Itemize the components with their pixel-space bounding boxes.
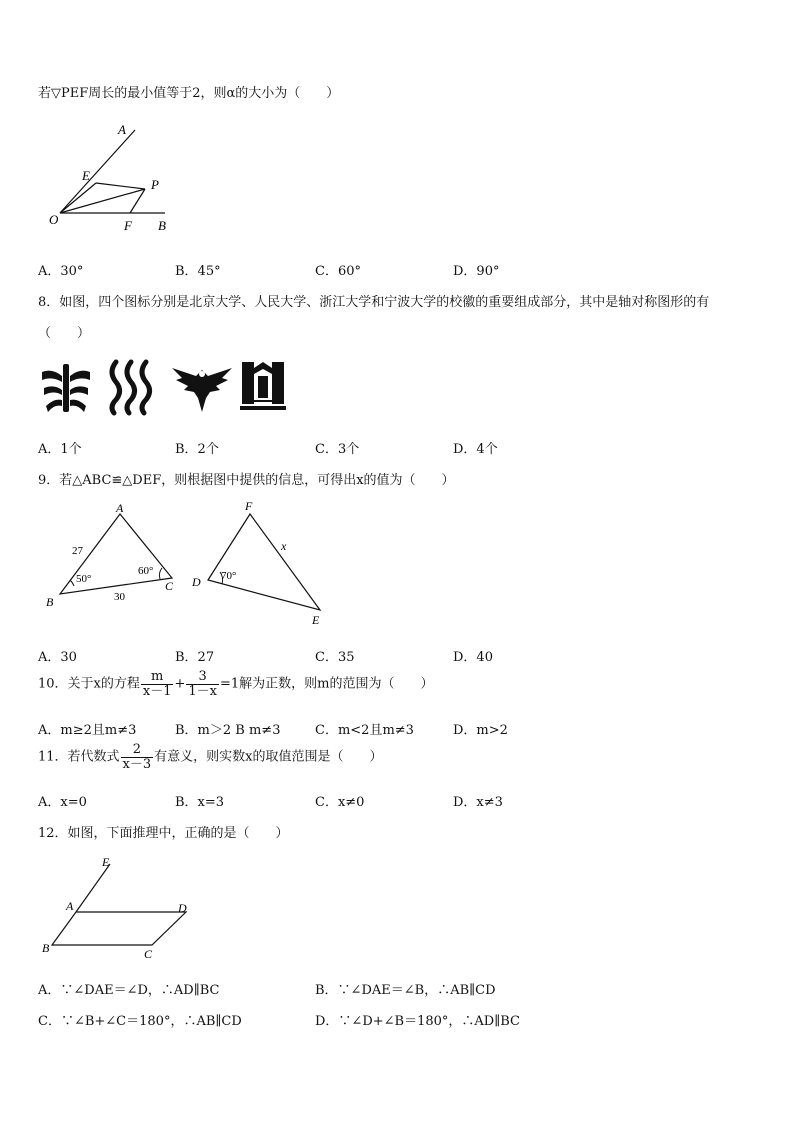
q7-label-B: B — [158, 218, 166, 233]
q9-label-ab: 27 — [72, 545, 83, 557]
q12-label-E: E — [102, 855, 110, 869]
q11-option-c: C．x≠0 — [315, 795, 365, 810]
q12-label-C: C — [144, 947, 153, 961]
q12-option-a: A．∵∠DAE＝∠D，∴AD∥BC — [38, 983, 220, 998]
q9-option-a: A．30 — [38, 650, 77, 665]
q12-option-c: C．∵∠B+∠C＝180°，∴AB∥CD — [38, 1014, 242, 1029]
q11-option-a: A．x=0 — [38, 795, 87, 810]
q7-label-A: A — [118, 122, 126, 137]
peking-university-logo-icon — [40, 362, 92, 414]
q9-label-E: E — [312, 613, 320, 627]
q7-figure — [40, 120, 190, 235]
q10-stem — [38, 670, 434, 698]
q11-option-d: D．x≠3 — [453, 795, 503, 810]
q10-option-c: C．m<2且m≠3 — [315, 723, 414, 738]
q7-option-d: D．90° — [453, 264, 500, 279]
q7-stem: 若▽PEF周长的最小值等于2，则α的大小为（ ） — [38, 86, 340, 101]
q11-fraction: $\frac{2}{x-3}$ — [122, 742, 152, 772]
q11-stem-post: 有意义，则实数x的取值范围是（ ） — [154, 749, 383, 765]
q9-figure — [40, 500, 340, 630]
q12-option-d: D．∵∠D+∠B＝180°，∴AD∥BC — [315, 1014, 520, 1029]
q8-option-c: C．3个 — [315, 442, 360, 457]
q12-figure — [40, 852, 200, 962]
q10-plus: + — [174, 676, 186, 692]
q12-label-D: D — [178, 901, 187, 915]
q10-option-a: A．m≥2且m≠3 — [38, 723, 137, 738]
q12-label-B: B — [42, 941, 50, 955]
q7-label-P: P — [151, 177, 159, 192]
q12-label-A: A — [66, 899, 74, 913]
q7-option-c: C．60° — [315, 264, 361, 279]
q9-option-b: B．27 — [175, 650, 215, 665]
q10-option-b: B．m＞2 B m≠3 — [175, 723, 281, 738]
q9-label-A: A — [116, 501, 124, 515]
q9-label-D: D — [192, 575, 201, 589]
q9-label-x: x — [281, 539, 287, 553]
q9-option-d: D．40 — [453, 650, 493, 665]
q10-fraction-2: $\frac{3}{1-x}$ — [188, 669, 217, 699]
q9-option-c: C．35 — [315, 650, 355, 665]
renmin-university-logo-icon — [106, 358, 156, 416]
q7-option-a: A．30° — [38, 264, 84, 279]
q7-option-b: B．45° — [175, 264, 221, 279]
q10-stem-post: =1解为正数，则m的范围为（ ） — [220, 676, 434, 692]
q9-label-bc: 30 — [114, 591, 125, 603]
q9-label-angD: 70° — [221, 570, 237, 582]
q8-option-b: B．2个 — [175, 442, 219, 457]
q9-label-B: B — [46, 595, 54, 609]
q8-stem-line1: 8．如图，四个图标分别是北京大学、人民大学、浙江大学和宁波大学的校徽的重要组成部分，其中是轴对称图形的有 — [38, 295, 710, 310]
q8-stem-line2: （ ） — [38, 326, 91, 341]
q10-option-d: D．m>2 — [453, 723, 508, 738]
zhejiang-university-logo-icon — [172, 364, 232, 414]
q10-fraction-1: $\frac{m}{x-1}$ — [142, 669, 172, 699]
q11-stem — [38, 743, 383, 771]
q10-stem-pre: 10．关于x的方程 — [38, 676, 140, 692]
q12-stem: 12．如图，下面推理中，正确的是（ ） — [38, 826, 289, 841]
q9-label-C: C — [165, 579, 174, 593]
q7-label-F: F — [124, 218, 132, 233]
q9-stem: 9．若△ABC≌△DEF，则根据图中提供的信息，可得出x的值为（ ） — [38, 473, 455, 488]
q9-label-angC: 60° — [138, 565, 154, 577]
q9-label-F: F — [245, 499, 253, 513]
ningbo-university-logo-icon — [240, 360, 286, 414]
q7-label-E: E — [82, 168, 90, 183]
q8-option-d: D．4个 — [453, 442, 498, 457]
q7-label-O: O — [49, 212, 59, 227]
q9-label-angB: 50° — [76, 573, 92, 585]
q11-stem-pre: 11．若代数式 — [38, 749, 120, 765]
q8-option-a: A．1个 — [38, 442, 82, 457]
q11-option-b: B．x=3 — [175, 795, 225, 810]
q12-option-b: B．∵∠DAE＝∠B，∴AB∥CD — [315, 983, 496, 998]
